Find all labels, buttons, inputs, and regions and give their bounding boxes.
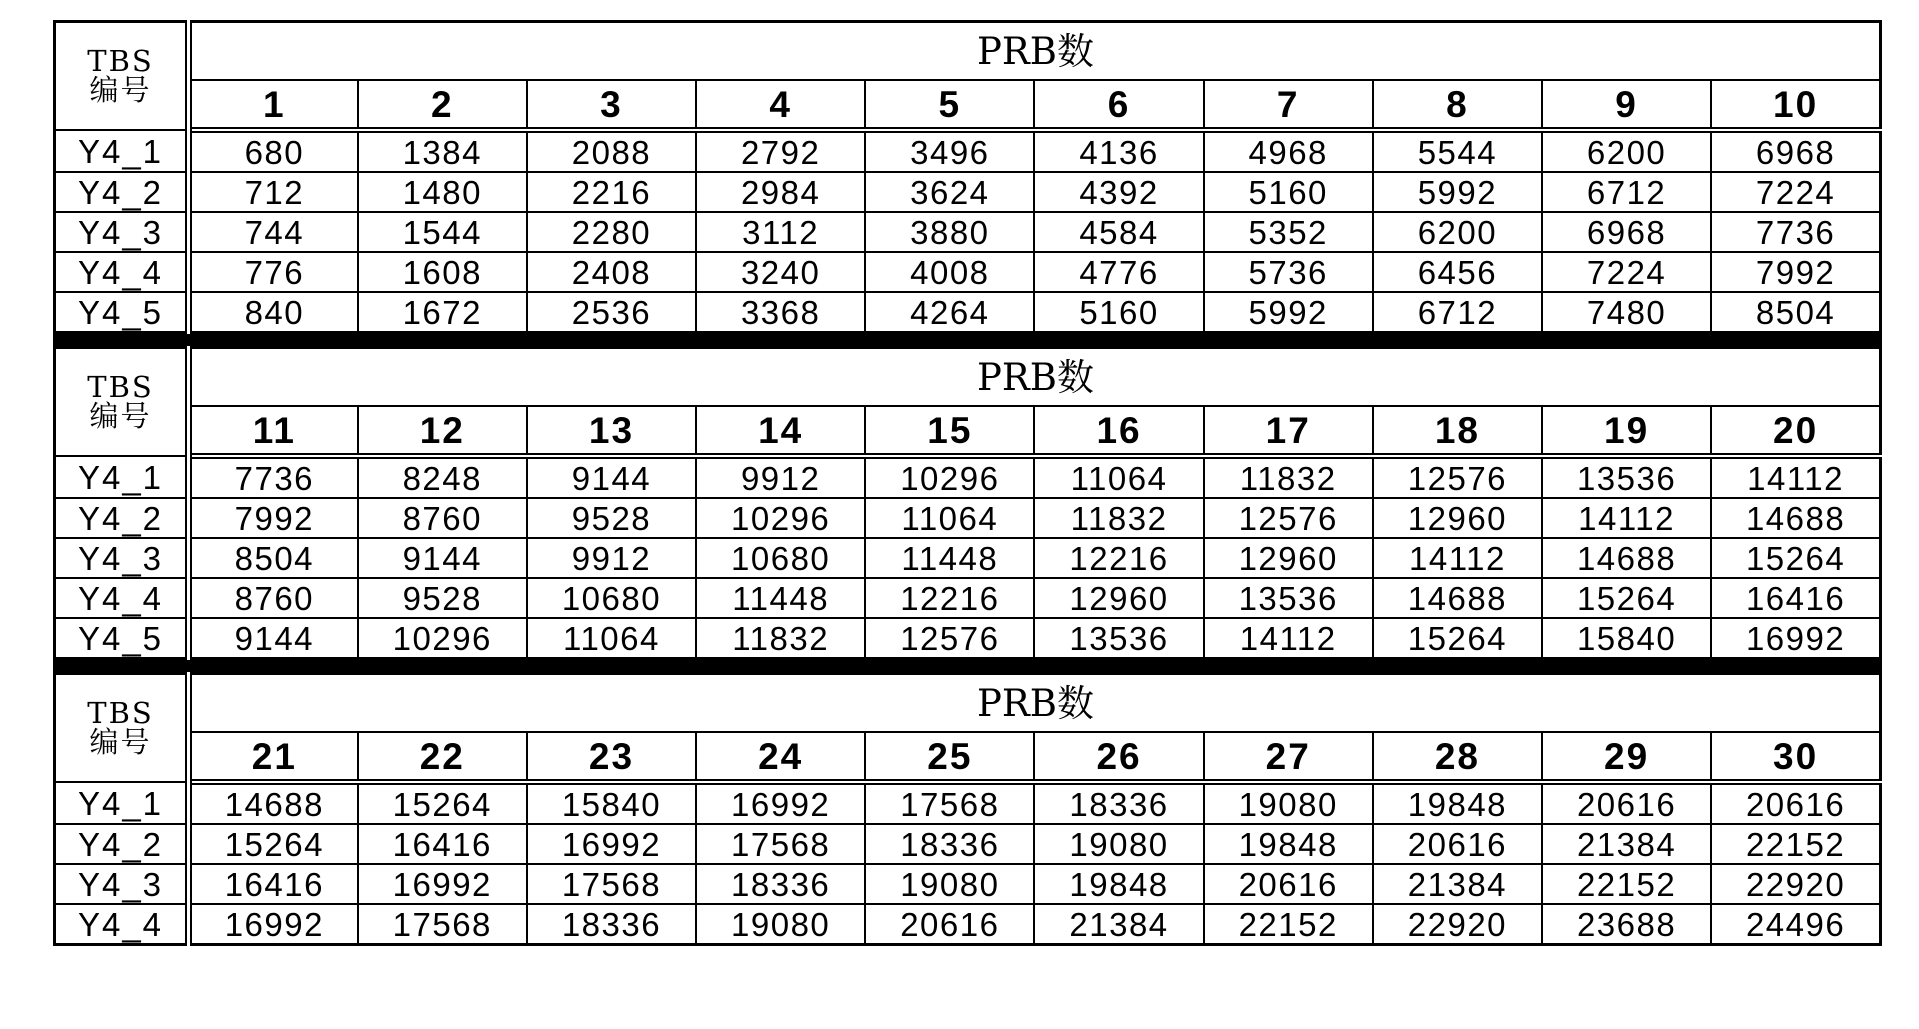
tbs-value-cell: 14688 (1711, 498, 1880, 538)
tbs-value-cell: 4776 (1034, 252, 1203, 292)
tbs-value-cell: 16416 (1711, 578, 1880, 618)
prb-column-header: 1 (189, 80, 358, 130)
prb-column-header: 24 (696, 732, 865, 782)
tbs-value-cell: 21384 (1542, 824, 1711, 864)
prb-column-header: 16 (1034, 406, 1203, 456)
tbs-value-cell: 3240 (696, 252, 865, 292)
tbs-number-header (55, 22, 189, 131)
tbs-value-cell: 17568 (358, 904, 527, 945)
tbs-value-cell: 18336 (865, 824, 1034, 864)
tbs-value-cell: 9144 (358, 538, 527, 578)
tbs-value-cell: 17568 (696, 824, 865, 864)
tbs-value-cell: 22152 (1711, 824, 1880, 864)
tbs-number-header (55, 674, 189, 783)
tbs-value-cell: 7736 (189, 456, 358, 498)
tbs-value-cell: 22152 (1204, 904, 1373, 945)
tbs-value-cell: 18336 (696, 864, 865, 904)
header-row (55, 22, 1881, 81)
tbs-value-cell: 1384 (358, 130, 527, 172)
tbs-value-cell: 19848 (1034, 864, 1203, 904)
tbs-value-cell: 8760 (358, 498, 527, 538)
prb-column-header: 30 (1711, 732, 1880, 782)
tbs-value-cell: 22920 (1373, 904, 1542, 945)
tbs-value-cell: 11064 (527, 618, 696, 659)
tbs-value-cell: 5992 (1373, 172, 1542, 212)
tbs-value-cell: 11832 (696, 618, 865, 659)
prb-column-header: 4 (696, 80, 865, 130)
tbs-row-label: Y4_4 (55, 578, 189, 618)
tbs-value-cell: 16992 (527, 824, 696, 864)
prb-column-header: 29 (1542, 732, 1711, 782)
table-row (55, 252, 1881, 292)
tbs-value-cell: 4968 (1204, 130, 1373, 172)
tbs-value-cell: 2984 (696, 172, 865, 212)
tbs-value-cell: 6968 (1542, 212, 1711, 252)
prb-column-header: 3 (527, 80, 696, 130)
tbs-number-header (55, 348, 189, 457)
tbs-value-cell: 3112 (696, 212, 865, 252)
tbs-value-cell: 4392 (1034, 172, 1203, 212)
tbs-value-cell: 11064 (1034, 456, 1203, 498)
tbs-value-cell: 20616 (865, 904, 1034, 945)
prb-column-header: 14 (696, 406, 865, 456)
tbs-value-cell: 9912 (527, 538, 696, 578)
tbs-header-text: TBS (87, 370, 154, 404)
tbs-value-cell: 16992 (696, 782, 865, 824)
header-row (55, 674, 1881, 733)
tbs-table-block (53, 20, 1882, 334)
tbs-value-cell: 12960 (1373, 498, 1542, 538)
prb-column-header: 6 (1034, 80, 1203, 130)
column-number-row (55, 406, 1881, 456)
tbs-value-cell: 5352 (1204, 212, 1373, 252)
tbs-value-cell: 7992 (1711, 252, 1880, 292)
number-header-text: 编号 (89, 73, 152, 107)
tbs-value-cell: 2216 (527, 172, 696, 212)
tbs-value-cell: 16416 (358, 824, 527, 864)
table-row (55, 578, 1881, 618)
prb-column-header: 22 (358, 732, 527, 782)
tbs-value-cell: 6968 (1711, 130, 1880, 172)
tbs-value-cell: 8248 (358, 456, 527, 498)
prb-column-header: 18 (1373, 406, 1542, 456)
tbs-value-cell: 19080 (696, 904, 865, 945)
tbs-value-cell: 12576 (865, 618, 1034, 659)
tbs-value-cell: 15840 (527, 782, 696, 824)
tbs-value-cell: 15264 (189, 824, 358, 864)
tbs-value-cell: 14112 (1542, 498, 1711, 538)
prb-column-header: 19 (1542, 406, 1711, 456)
tbs-row-label: Y4_4 (55, 904, 189, 945)
tbs-value-cell: 6456 (1373, 252, 1542, 292)
prb-column-header: 15 (865, 406, 1034, 456)
tbs-value-cell: 5160 (1204, 172, 1373, 212)
tbs-value-cell: 13536 (1034, 618, 1203, 659)
column-number-row (55, 80, 1881, 130)
tbs-value-cell: 7736 (1711, 212, 1880, 252)
tbs-row-label: Y4_3 (55, 864, 189, 904)
tbs-value-cell: 776 (189, 252, 358, 292)
tbs-table-container (53, 20, 1882, 946)
table-row (55, 864, 1881, 904)
prb-count-header: PRB数 (189, 348, 1881, 407)
table-row (55, 292, 1881, 333)
table-row (55, 172, 1881, 212)
tbs-value-cell: 7224 (1542, 252, 1711, 292)
tbs-header-text: TBS (87, 696, 154, 730)
tbs-value-cell: 5736 (1204, 252, 1373, 292)
tbs-value-cell: 18336 (1034, 782, 1203, 824)
prb-column-header: 17 (1204, 406, 1373, 456)
tbs-value-cell: 2792 (696, 130, 865, 172)
prb-column-header: 28 (1373, 732, 1542, 782)
tbs-value-cell: 12576 (1373, 456, 1542, 498)
tbs-value-cell: 14112 (1711, 456, 1880, 498)
tbs-value-cell: 24496 (1711, 904, 1880, 945)
tbs-value-cell: 8504 (189, 538, 358, 578)
tbs-value-cell: 1480 (358, 172, 527, 212)
prb-column-header: 13 (527, 406, 696, 456)
tbs-value-cell: 11832 (1034, 498, 1203, 538)
tbs-value-cell: 23688 (1542, 904, 1711, 945)
tbs-value-cell: 5160 (1034, 292, 1203, 333)
tbs-value-cell: 11448 (696, 578, 865, 618)
table-row (55, 456, 1881, 498)
tbs-value-cell: 12216 (1034, 538, 1203, 578)
table-row (55, 618, 1881, 659)
tbs-value-cell: 14112 (1204, 618, 1373, 659)
tbs-value-cell: 6712 (1373, 292, 1542, 333)
tbs-value-cell: 15264 (1373, 618, 1542, 659)
table-row (55, 904, 1881, 945)
tbs-value-cell: 20616 (1711, 782, 1880, 824)
tbs-value-cell: 744 (189, 212, 358, 252)
tbs-table-block (53, 346, 1882, 660)
tbs-value-cell: 6200 (1373, 212, 1542, 252)
tbs-value-cell: 10296 (696, 498, 865, 538)
tbs-value-cell: 8760 (189, 578, 358, 618)
prb-count-header: PRB数 (189, 22, 1881, 81)
tbs-value-cell: 9912 (696, 456, 865, 498)
tbs-value-cell: 20616 (1542, 782, 1711, 824)
tbs-value-cell: 13536 (1204, 578, 1373, 618)
tbs-value-cell: 10296 (865, 456, 1034, 498)
tbs-value-cell: 22920 (1711, 864, 1880, 904)
tbs-value-cell: 16992 (189, 904, 358, 945)
tbs-row-label: Y4_1 (55, 130, 189, 172)
prb-column-header: 20 (1711, 406, 1880, 456)
tbs-value-cell: 6712 (1542, 172, 1711, 212)
tbs-value-cell: 1672 (358, 292, 527, 333)
header-row (55, 348, 1881, 407)
tbs-value-cell: 3880 (865, 212, 1034, 252)
tbs-value-cell: 15264 (1542, 578, 1711, 618)
table-separator (53, 660, 1882, 672)
tbs-value-cell: 2536 (527, 292, 696, 333)
tbs-value-cell: 3368 (696, 292, 865, 333)
tbs-value-cell: 19848 (1204, 824, 1373, 864)
prb-column-header: 23 (527, 732, 696, 782)
tbs-value-cell: 21384 (1373, 864, 1542, 904)
tbs-value-cell: 1544 (358, 212, 527, 252)
table-row (55, 538, 1881, 578)
tbs-value-cell: 21384 (1034, 904, 1203, 945)
tbs-value-cell: 20616 (1204, 864, 1373, 904)
tbs-value-cell: 7992 (189, 498, 358, 538)
tbs-value-cell: 840 (189, 292, 358, 333)
tbs-row-label: Y4_5 (55, 292, 189, 333)
tbs-value-cell: 18336 (527, 904, 696, 945)
tbs-row-label: Y4_3 (55, 538, 189, 578)
tbs-value-cell: 14688 (1373, 578, 1542, 618)
tbs-value-cell: 8504 (1711, 292, 1880, 333)
tbs-value-cell: 2408 (527, 252, 696, 292)
prb-column-header: 11 (189, 406, 358, 456)
tbs-value-cell: 14112 (1373, 538, 1542, 578)
tbs-value-cell: 4584 (1034, 212, 1203, 252)
tbs-value-cell: 3496 (865, 130, 1034, 172)
number-header-text: 编号 (89, 399, 152, 433)
tbs-value-cell: 4008 (865, 252, 1034, 292)
tbs-value-cell: 5544 (1373, 130, 1542, 172)
prb-column-header: 9 (1542, 80, 1711, 130)
tbs-value-cell: 19080 (865, 864, 1034, 904)
prb-column-header: 26 (1034, 732, 1203, 782)
tbs-value-cell: 10680 (527, 578, 696, 618)
tbs-value-cell: 17568 (865, 782, 1034, 824)
column-number-row (55, 732, 1881, 782)
tbs-value-cell: 712 (189, 172, 358, 212)
tbs-value-cell: 9144 (189, 618, 358, 659)
tbs-value-cell: 7480 (1542, 292, 1711, 333)
tbs-value-cell: 4264 (865, 292, 1034, 333)
tbs-value-cell: 17568 (527, 864, 696, 904)
tbs-value-cell: 3624 (865, 172, 1034, 212)
tbs-value-cell: 9144 (527, 456, 696, 498)
tbs-row-label: Y4_2 (55, 824, 189, 864)
tbs-value-cell: 9528 (358, 578, 527, 618)
tbs-value-cell: 13536 (1542, 456, 1711, 498)
prb-column-header: 27 (1204, 732, 1373, 782)
table-row (55, 130, 1881, 172)
tbs-value-cell: 14688 (189, 782, 358, 824)
tbs-value-cell: 20616 (1373, 824, 1542, 864)
tbs-row-label: Y4_5 (55, 618, 189, 659)
tbs-value-cell: 19080 (1204, 782, 1373, 824)
tbs-header-text: TBS (87, 44, 154, 78)
table-row (55, 782, 1881, 824)
tbs-row-label: Y4_2 (55, 498, 189, 538)
tbs-value-cell: 16416 (189, 864, 358, 904)
tbs-value-cell: 5992 (1204, 292, 1373, 333)
tbs-value-cell: 15264 (1711, 538, 1880, 578)
prb-column-header: 8 (1373, 80, 1542, 130)
tbs-value-cell: 19080 (1034, 824, 1203, 864)
tbs-row-label: Y4_1 (55, 782, 189, 824)
tbs-value-cell: 19848 (1373, 782, 1542, 824)
tbs-row-label: Y4_4 (55, 252, 189, 292)
tbs-value-cell: 11064 (865, 498, 1034, 538)
prb-column-header: 21 (189, 732, 358, 782)
table-row (55, 212, 1881, 252)
prb-column-header: 7 (1204, 80, 1373, 130)
tbs-value-cell: 12216 (865, 578, 1034, 618)
tbs-value-cell: 4136 (1034, 130, 1203, 172)
tbs-value-cell: 1608 (358, 252, 527, 292)
tbs-value-cell: 12960 (1034, 578, 1203, 618)
table-row (55, 498, 1881, 538)
tbs-value-cell: 15264 (358, 782, 527, 824)
tbs-value-cell: 2088 (527, 130, 696, 172)
tbs-value-cell: 12960 (1204, 538, 1373, 578)
prb-column-header: 10 (1711, 80, 1880, 130)
tbs-row-label: Y4_2 (55, 172, 189, 212)
table-row (55, 824, 1881, 864)
tbs-value-cell: 10296 (358, 618, 527, 659)
tbs-value-cell: 9528 (527, 498, 696, 538)
number-header-text: 编号 (89, 725, 152, 759)
tbs-value-cell: 16992 (1711, 618, 1880, 659)
tbs-row-label: Y4_3 (55, 212, 189, 252)
tbs-value-cell: 16992 (358, 864, 527, 904)
tbs-value-cell: 6200 (1542, 130, 1711, 172)
tbs-value-cell: 22152 (1542, 864, 1711, 904)
tbs-value-cell: 680 (189, 130, 358, 172)
tbs-table-block (53, 672, 1882, 946)
tbs-value-cell: 11832 (1204, 456, 1373, 498)
tbs-value-cell: 2280 (527, 212, 696, 252)
prb-column-header: 12 (358, 406, 527, 456)
tbs-value-cell: 12576 (1204, 498, 1373, 538)
tbs-value-cell: 7224 (1711, 172, 1880, 212)
table-separator (53, 334, 1882, 346)
tbs-value-cell: 15840 (1542, 618, 1711, 659)
prb-count-header: PRB数 (189, 674, 1881, 733)
tbs-row-label: Y4_1 (55, 456, 189, 498)
tbs-value-cell: 14688 (1542, 538, 1711, 578)
prb-column-header: 25 (865, 732, 1034, 782)
prb-column-header: 2 (358, 80, 527, 130)
prb-column-header: 5 (865, 80, 1034, 130)
tbs-value-cell: 11448 (865, 538, 1034, 578)
tbs-value-cell: 10680 (696, 538, 865, 578)
